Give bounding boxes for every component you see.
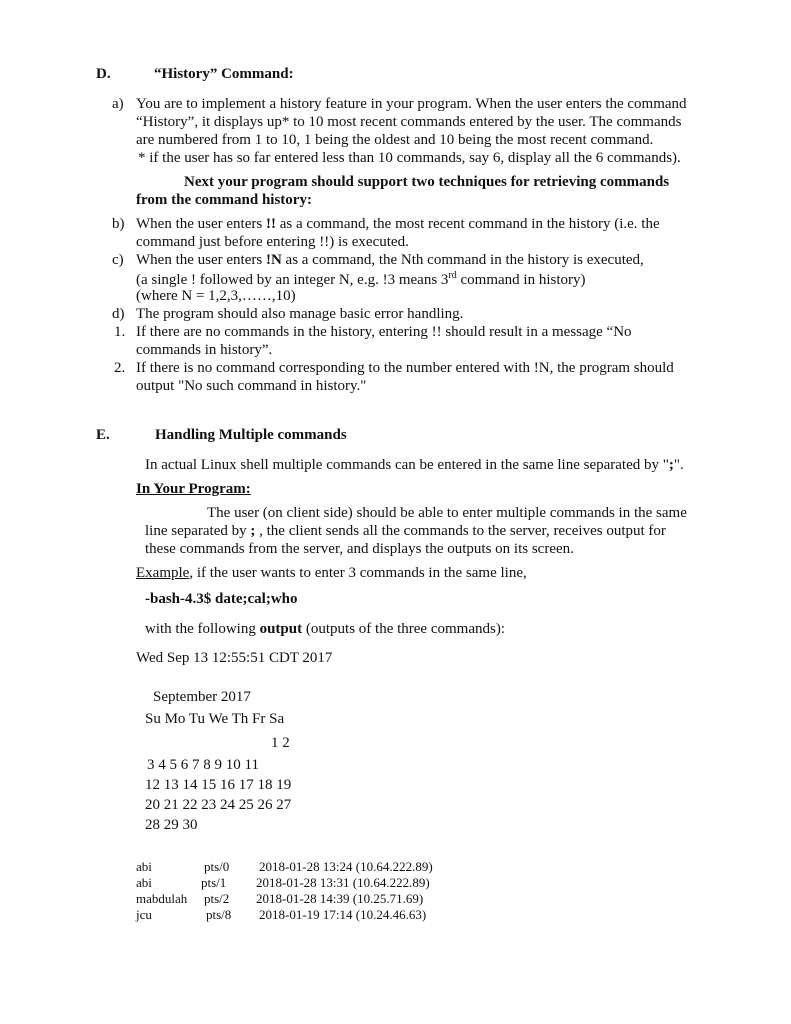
section-d-letter: D.	[96, 66, 111, 82]
calendar-week-3: 12 13 14 15 16 17 18 19	[145, 777, 292, 793]
calendar-week-4: 20 21 22 23 24 25 26 27	[145, 797, 292, 813]
item-c-line2: (a single ! followed by an integer N, e.g. !3 means 3rd command in history)	[136, 270, 586, 288]
command-line: -bash-4.3$ date;cal;who	[145, 591, 298, 607]
program-para-line3: these commands from the server, and displays the outputs on its screen.	[145, 541, 574, 557]
who-row-4-time: 2018-01-19 17:14 (10.24.46.63)	[259, 907, 427, 922]
item-a-line2: “History”, it displays up* to 10 most recent commands entered by the user. The commands	[136, 114, 682, 130]
item-1-line2: commands in history”.	[136, 342, 273, 358]
calendar-weekdays: Su Mo Tu We Th Fr Sa	[145, 711, 285, 727]
example-line: Example, if the user wants to enter 3 commands in the same line,	[136, 565, 527, 581]
calendar-week-5: 28 29 30	[145, 817, 198, 833]
item-2-line2: output "No such command in history."	[136, 378, 367, 394]
item-d-text: The program should also manage basic error handling.	[136, 306, 464, 322]
item-c-line1: When the user enters !N as a command, the Nth command in the history is executed,	[136, 252, 644, 268]
calendar-month: September 2017	[153, 689, 251, 705]
item-a-line1: You are to implement a history feature in your program. When the user enters the command	[136, 96, 687, 112]
item-b-line2: command just before entering !!) is executed.	[136, 234, 409, 250]
who-row-1-time: 2018-01-28 13:24 (10.64.222.89)	[259, 859, 433, 874]
item-b-line1: When the user enters !! as a command, the most recent command in the history (i.e. the	[136, 216, 660, 232]
item-c-line3: (where N = 1,2,3,……,10)	[136, 288, 296, 304]
section-d-title: “History” Command:	[154, 66, 294, 82]
item-2-marker: 2.	[114, 360, 126, 376]
who-row-4-tty: pts/8	[206, 907, 232, 922]
who-row-2-user: abi	[136, 875, 152, 890]
who-row-3-time: 2018-01-28 14:39 (10.25.71.69)	[256, 891, 424, 906]
who-row-1-tty: pts/0	[204, 859, 230, 874]
section-e-title: Handling Multiple commands	[155, 427, 347, 443]
item-d-marker: d)	[112, 306, 125, 322]
calendar-week-2: 3 4 5 6 7 8 9 10 11	[147, 757, 259, 773]
item-b-marker: b)	[112, 216, 125, 232]
program-para-line2: line separated by ; , the client sends all the commands to the server, receives output for	[145, 523, 666, 539]
section-e-intro: In actual Linux shell multiple commands can be entered in the same line separated by ";".	[145, 457, 684, 473]
section-e-letter: E.	[96, 427, 110, 443]
who-row-3-tty: pts/2	[204, 891, 230, 906]
calendar-week-1: 1 2	[271, 735, 290, 751]
next-techniques-line1: Next your program should support two techniques for retrieving commands	[184, 174, 670, 190]
output-intro: with the following output (outputs of the three commands):	[145, 621, 505, 637]
item-a-line4: * if the user has so far entered less than 10 commands, say 6, display all the 6 commands).	[138, 150, 681, 166]
next-techniques-line2: from the command history:	[136, 192, 312, 208]
who-row-4-user: jcu	[136, 907, 152, 922]
item-c-marker: c)	[112, 252, 124, 268]
date-output: Wed Sep 13 12:55:51 CDT 2017	[136, 650, 333, 666]
who-row-2-time: 2018-01-28 13:31 (10.64.222.89)	[256, 875, 430, 890]
item-a-line3: are numbered from 1 to 10, 1 being the oldest and 10 being the most recent command.	[136, 132, 654, 148]
program-heading: In Your Program:	[136, 481, 251, 497]
item-a-marker: a)	[112, 96, 124, 112]
item-1-marker: 1.	[114, 324, 126, 340]
item-1-line1: If there are no commands in the history, entering !! should result in a message “No	[136, 324, 632, 340]
program-para-line1: The user (on client side) should be able to enter multiple commands in the same	[207, 505, 687, 521]
item-2-line1: If there is no command corresponding to the number entered with !N, the program should	[136, 360, 674, 376]
who-row-2-tty: pts/1	[201, 875, 227, 890]
who-row-3-user: mabdulah	[136, 891, 188, 906]
who-row-1-user: abi	[136, 859, 152, 874]
